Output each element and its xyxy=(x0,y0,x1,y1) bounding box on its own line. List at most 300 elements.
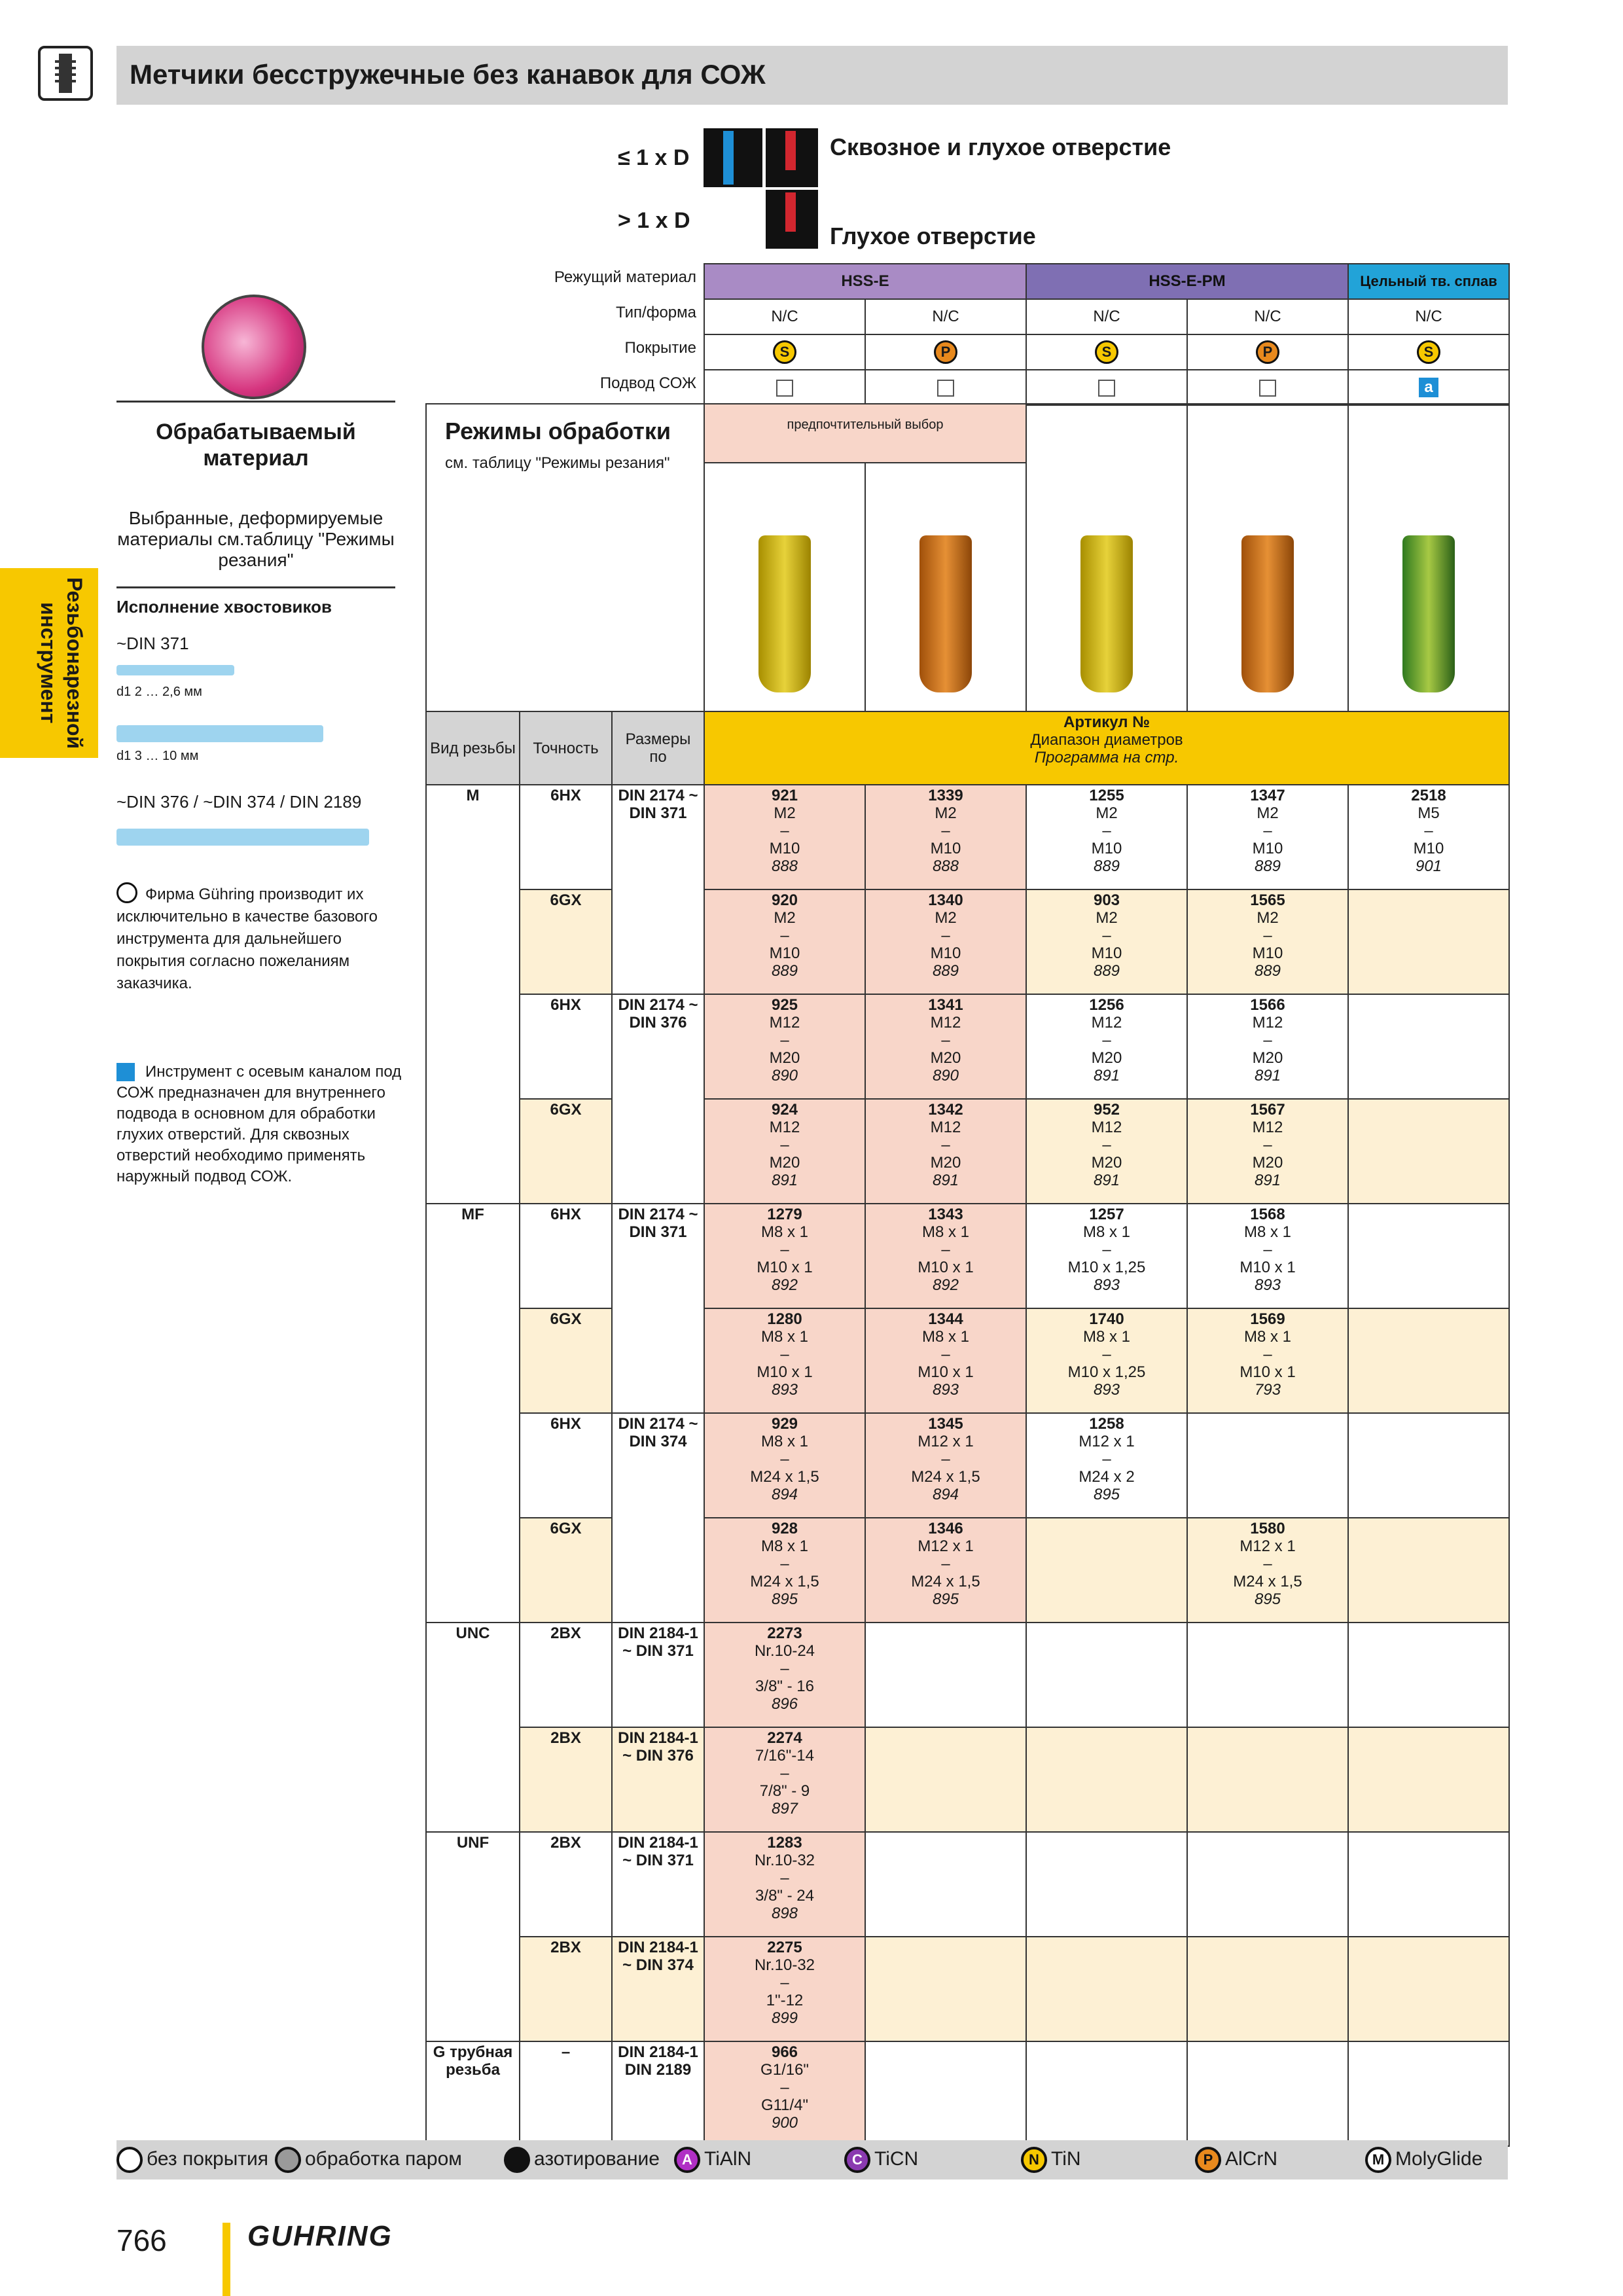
program-page: 890 xyxy=(932,1067,959,1085)
article-number: 1346 xyxy=(928,1520,963,1537)
range-dash: – xyxy=(1102,1450,1111,1468)
range-dash: – xyxy=(1263,1346,1272,1363)
article-cell xyxy=(704,1832,865,1937)
table-row xyxy=(426,1937,1509,2041)
range-max: M10 xyxy=(930,944,961,962)
article-cell xyxy=(1026,1727,1187,1832)
article-number: 1342 xyxy=(928,1101,963,1119)
range-min: M12 xyxy=(930,1119,961,1136)
program-page: 891 xyxy=(1254,1172,1281,1189)
standard-cell: DIN 2174 ~ DIN 376 xyxy=(612,994,704,1204)
program-page: 893 xyxy=(932,1381,959,1399)
coating-label: без покрытия xyxy=(147,2147,269,2170)
article-cell xyxy=(1026,785,1187,889)
article-number: 2275 xyxy=(767,1939,802,1956)
article-cell xyxy=(865,1413,1026,1518)
tap-image-tin xyxy=(1080,535,1133,692)
thread-type-cell: M xyxy=(426,785,520,1204)
standard-cell: DIN 2184-1 ~ DIN 371 xyxy=(612,1623,704,1727)
article-number: 920 xyxy=(771,891,798,909)
range-min: M8 x 1 xyxy=(1082,1328,1131,1346)
alcrn-coating-icon: P xyxy=(934,340,957,364)
range-max: M10 xyxy=(769,944,800,962)
article-cell xyxy=(865,1623,1026,1727)
range-min: M8 x 1 xyxy=(760,1223,809,1241)
range-max: M20 xyxy=(1252,1154,1283,1172)
article-cell xyxy=(1026,1308,1187,1413)
article-cell xyxy=(1026,889,1187,994)
table-row xyxy=(426,1099,1509,1204)
coating-label: TiN xyxy=(1051,2147,1081,2170)
article-number: 1255 xyxy=(1089,787,1124,804)
program-page: 897 xyxy=(771,1800,798,1818)
accuracy-cell: 2BX xyxy=(520,1727,612,1832)
program-page: 888 xyxy=(771,857,798,875)
range-max: 3/8" - 16 xyxy=(755,1677,814,1695)
article-cell xyxy=(865,1204,1026,1308)
accuracy-col-header: Точность xyxy=(520,711,612,785)
accuracy-cell: 6GX xyxy=(520,1518,612,1623)
article-cell xyxy=(1187,1413,1348,1518)
article-number: 2518 xyxy=(1411,787,1446,804)
shank1-diameter: d1 2 … 2,6 мм xyxy=(116,685,202,699)
accuracy-cell: 2BX xyxy=(520,1832,612,1937)
article-cell xyxy=(865,1832,1026,1937)
article-cell xyxy=(1187,1727,1348,1832)
coating-icon: A xyxy=(674,2147,700,2173)
range-min: 7/16"-14 xyxy=(755,1747,814,1765)
program-page: 892 xyxy=(771,1276,798,1294)
range-dash: – xyxy=(941,927,950,944)
article-cell xyxy=(1187,785,1348,889)
program-page: 891 xyxy=(1093,1172,1120,1189)
article-cell xyxy=(1187,1308,1348,1413)
range-dash: – xyxy=(780,1450,789,1468)
steam-coating-icon: S xyxy=(773,340,796,364)
standard-cell: DIN 2174 ~ DIN 371 xyxy=(612,785,704,994)
program-page: 889 xyxy=(1254,962,1281,980)
side-tab-label: Резьбонарезной инструмент xyxy=(37,577,86,749)
range-dash: – xyxy=(941,1346,950,1363)
article-cell xyxy=(704,1204,865,1308)
article-cell xyxy=(865,1727,1026,1832)
page-number: 766 xyxy=(116,2223,167,2257)
range-dash: – xyxy=(1102,1031,1111,1049)
article-number: 1567 xyxy=(1250,1101,1285,1119)
range-min: M12 x 1 xyxy=(1079,1433,1135,1450)
tap-image-carbide xyxy=(1402,535,1455,692)
program-page: 895 xyxy=(771,1590,798,1608)
program-page: 898 xyxy=(771,1905,798,1922)
program-page: 891 xyxy=(1093,1067,1120,1085)
thread-type-cell: UNC xyxy=(426,1623,520,1832)
program-page: 894 xyxy=(932,1486,959,1503)
page-title: Метчики бесстружечные без канавок для СОЖ xyxy=(130,59,766,90)
article-number: 929 xyxy=(771,1415,798,1433)
article-number: 2274 xyxy=(767,1729,802,1747)
program-page: 889 xyxy=(1093,857,1120,875)
range-dash: – xyxy=(1102,1241,1111,1259)
preferred-choice: предпочтительный выбор xyxy=(704,404,1026,463)
shank3-drawing xyxy=(116,829,369,846)
article-cell xyxy=(1348,1413,1509,1518)
accuracy-cell: 6GX xyxy=(520,1308,612,1413)
article-cell xyxy=(1348,785,1509,889)
article-cell xyxy=(1026,1413,1187,1518)
article-label: Артикул № xyxy=(1063,713,1150,731)
range-max: M10 x 1 xyxy=(918,1363,974,1381)
range-max: M10 xyxy=(1091,840,1122,857)
program-page: 891 xyxy=(932,1172,959,1189)
accuracy-cell: 6HX xyxy=(520,1204,612,1308)
through-blind-label: Сквозное и глухое отверстие xyxy=(830,134,1171,160)
range-min: Nr.10-32 xyxy=(754,1956,815,1974)
workpiece-desc: Выбранные, деформируемые материалы см.таблицу "Режимы резания" xyxy=(117,508,395,570)
article-cell xyxy=(865,1308,1026,1413)
article-cell xyxy=(1348,1623,1509,1727)
accuracy-cell: 6HX xyxy=(520,994,612,1099)
range-min: M2 xyxy=(1257,804,1279,822)
article-number: 1580 xyxy=(1250,1520,1285,1537)
table-row xyxy=(426,1727,1509,1832)
ratio-le-1xd: ≤ 1 x D xyxy=(618,145,690,170)
coating-label: MolyGlide xyxy=(1395,2147,1483,2170)
range-max: M24 x 1,5 xyxy=(911,1468,980,1486)
article-cell xyxy=(704,1099,865,1204)
range-min: M12 xyxy=(1252,1014,1283,1031)
blind-hole-icon xyxy=(766,128,818,187)
range-max: M24 x 1,5 xyxy=(750,1573,819,1590)
range-min: M8 x 1 xyxy=(1082,1223,1131,1241)
shank1-drawing xyxy=(116,665,234,675)
range-min: M5 xyxy=(1418,804,1440,822)
material-hsse: HSS-E xyxy=(704,264,1026,299)
standard-cell: DIN 2184-1 DIN 2189 xyxy=(612,2041,704,2146)
range-min: M12 xyxy=(769,1014,800,1031)
article-cell xyxy=(1026,1099,1187,1204)
footer-accent xyxy=(223,2223,230,2296)
blind-hole-icon xyxy=(766,190,818,249)
shank-title: Исполнение хвостовиков xyxy=(116,597,332,617)
workpiece-material-icon xyxy=(202,295,306,399)
program-page: 889 xyxy=(932,962,959,980)
standard-cell: DIN 2184-1 ~ DIN 374 xyxy=(612,1937,704,2041)
range-dash: – xyxy=(1263,1136,1272,1154)
article-cell xyxy=(1187,1099,1348,1204)
range-dash: – xyxy=(1102,1136,1111,1154)
article-cell xyxy=(1026,1204,1187,1308)
coating-icon xyxy=(504,2147,530,2173)
type-cell: N/C xyxy=(865,299,1026,334)
range-min: M12 x 1 xyxy=(918,1433,974,1450)
range-max: M24 x 1,5 xyxy=(750,1468,819,1486)
accuracy-cell: 6GX xyxy=(520,889,612,994)
program-page: 889 xyxy=(1254,857,1281,875)
range-max: M20 xyxy=(769,1154,800,1172)
table-row xyxy=(426,785,1509,889)
article-cell xyxy=(704,1308,865,1413)
external-coolant-icon xyxy=(1259,380,1276,397)
article-number: 1340 xyxy=(928,891,963,909)
range-min: M12 xyxy=(769,1119,800,1136)
article-number: 1565 xyxy=(1250,891,1285,909)
article-cell xyxy=(1187,1832,1348,1937)
thread-type-cell: UNF xyxy=(426,1832,520,2041)
range-max: M10 xyxy=(1091,944,1122,962)
table-row xyxy=(426,889,1509,994)
range-max: 7/8" - 9 xyxy=(759,1782,810,1800)
coating-icon: P xyxy=(1195,2147,1221,2173)
article-cell xyxy=(1026,1518,1187,1623)
article-cell xyxy=(1348,889,1509,994)
table-row xyxy=(426,1832,1509,1937)
article-number: 1566 xyxy=(1250,996,1285,1014)
range-max: M10 xyxy=(769,840,800,857)
range-dash: – xyxy=(941,1136,950,1154)
range-dash: – xyxy=(1263,927,1272,944)
accuracy-cell: 2BX xyxy=(520,1937,612,2041)
range-dash: – xyxy=(1424,822,1433,840)
range-max: M10 xyxy=(1252,944,1283,962)
legend-item xyxy=(674,2147,751,2173)
article-number: 1347 xyxy=(1250,787,1285,804)
program-page: 900 xyxy=(771,2114,798,2132)
range-max: G11/4" xyxy=(760,2096,809,2114)
article-cell xyxy=(1187,1518,1348,1623)
standard-cell: DIN 2184-1 ~ DIN 376 xyxy=(612,1727,704,1832)
range-dash: – xyxy=(1263,1241,1272,1259)
article-number: 903 xyxy=(1093,891,1120,909)
article-cell xyxy=(704,994,865,1099)
article-number: 1569 xyxy=(1250,1310,1285,1328)
accuracy-cell: 6GX xyxy=(520,1099,612,1204)
range-min: M12 xyxy=(1091,1014,1122,1031)
article-number: 928 xyxy=(771,1520,798,1537)
range-max: 3/8" - 24 xyxy=(755,1887,814,1905)
shank2-diameter: d1 3 … 10 мм xyxy=(116,749,199,763)
internal-coolant-icon: a xyxy=(1419,378,1438,397)
external-coolant-icon xyxy=(1098,380,1115,397)
range-min: M8 x 1 xyxy=(921,1223,970,1241)
article-cell xyxy=(704,1727,865,1832)
standard-cell: DIN 2174 ~ DIN 374 xyxy=(612,1413,704,1623)
range-min: M2 xyxy=(935,804,957,822)
type-cell: N/C xyxy=(1187,299,1348,334)
modes-subtitle: см. таблицу "Режимы резания" xyxy=(445,454,670,472)
article-cell xyxy=(1026,994,1187,1099)
range-max: M24 x 1,5 xyxy=(1233,1573,1302,1590)
article-cell xyxy=(1348,1204,1509,1308)
program-page: 891 xyxy=(771,1172,798,1189)
legend-item xyxy=(504,2147,660,2173)
program-page: 895 xyxy=(1093,1486,1120,1503)
article-number: 1256 xyxy=(1089,996,1124,1014)
shank2-drawing xyxy=(116,725,323,742)
program-page: 896 xyxy=(771,1695,798,1713)
range-dash: – xyxy=(780,1974,789,1992)
range-dash: – xyxy=(780,1346,789,1363)
table-row xyxy=(426,1518,1509,1623)
range-dash: – xyxy=(941,1241,950,1259)
coating-label: TiAlN xyxy=(704,2147,752,2170)
coating-icon: M xyxy=(1365,2147,1391,2173)
range-dash: – xyxy=(780,2079,789,2096)
accuracy-cell: 2BX xyxy=(520,1623,612,1727)
coating-row-label: Покрытие xyxy=(624,339,696,357)
program-page: 889 xyxy=(1093,962,1120,980)
article-number: 1740 xyxy=(1089,1310,1124,1328)
range-max: M24 x 2 xyxy=(1079,1468,1135,1486)
program-page: 893 xyxy=(1093,1381,1120,1399)
article-cell xyxy=(865,785,1026,889)
type-cell: N/C xyxy=(1026,299,1187,334)
program-page: 891 xyxy=(1254,1067,1281,1085)
article-cell xyxy=(1348,994,1509,1099)
article-header xyxy=(704,711,1509,785)
range-max: M10 x 1,25 xyxy=(1067,1363,1146,1381)
article-number: 921 xyxy=(771,787,798,804)
range-dash: – xyxy=(1263,1555,1272,1573)
range-min: M2 xyxy=(774,909,796,927)
thread-type-cell: G трубная резьба xyxy=(426,2041,520,2146)
article-number: 1341 xyxy=(928,996,963,1014)
range-min: M2 xyxy=(1096,909,1118,927)
brand-logo: GUHRING xyxy=(247,2220,393,2252)
article-cell xyxy=(865,1099,1026,1204)
range-dash: – xyxy=(941,1555,950,1573)
external-coolant-icon xyxy=(937,380,954,397)
article-number: 1258 xyxy=(1089,1415,1124,1433)
modes-title: Режимы обработки xyxy=(445,418,671,444)
type-cell: N/C xyxy=(1348,299,1509,334)
article-cell xyxy=(1026,1623,1187,1727)
range-max: M10 x 1 xyxy=(1240,1363,1296,1381)
article-cell xyxy=(704,1623,865,1727)
range-dash: – xyxy=(941,1031,950,1049)
article-number: 1257 xyxy=(1089,1206,1124,1223)
program-page: 901 xyxy=(1415,857,1442,875)
article-cell xyxy=(704,2041,865,2146)
accuracy-cell: 6HX xyxy=(520,1413,612,1518)
article-number: 1344 xyxy=(928,1310,963,1328)
range-min: M8 x 1 xyxy=(760,1433,809,1450)
range-min: M2 xyxy=(1096,804,1118,822)
range-dash: – xyxy=(780,1031,789,1049)
spec-header-table xyxy=(704,263,1510,406)
article-cell xyxy=(1348,1832,1509,1937)
program-page: 889 xyxy=(771,962,798,980)
table-row xyxy=(426,1204,1509,1308)
workpiece-title: Обрабатываемый материал xyxy=(156,420,356,471)
article-cell xyxy=(1026,1832,1187,1937)
range-dash: – xyxy=(780,1869,789,1887)
tap-image-alcrn xyxy=(1241,535,1294,692)
program-page: 888 xyxy=(932,857,959,875)
article-number: 925 xyxy=(771,996,798,1014)
program-page: 895 xyxy=(1254,1590,1281,1608)
program-page: 890 xyxy=(771,1067,798,1085)
article-cell xyxy=(1187,1937,1348,2041)
article-number: 1568 xyxy=(1250,1206,1285,1223)
range-max: M10 xyxy=(1413,840,1444,857)
range-dash: – xyxy=(780,1555,789,1573)
range-dash: – xyxy=(941,822,950,840)
article-number: 924 xyxy=(771,1101,798,1119)
tap-image-alcrn xyxy=(919,535,972,692)
coating-label: TiCN xyxy=(874,2147,919,2170)
alcrn-coating-icon: P xyxy=(1256,340,1279,364)
coolant-note: Инструмент с осевым каналом под СОЖ предназначен для внутреннего подвода в основном для обработки глухих отверстий. Для сквозных отверстий необходимо применять наружный подвод СОЖ. xyxy=(116,1063,402,1185)
article-cell xyxy=(704,1518,865,1623)
blind-label: Глухое отверстие xyxy=(830,223,1036,249)
range-max: M20 xyxy=(930,1049,961,1067)
range-max: M20 xyxy=(1252,1049,1283,1067)
range-max: M10 xyxy=(930,840,961,857)
table-row xyxy=(426,2041,1509,2146)
program-page: 895 xyxy=(932,1590,959,1608)
article-cell xyxy=(1187,889,1348,994)
range-min: M8 x 1 xyxy=(1243,1328,1292,1346)
material-row-label: Режущий материал xyxy=(554,268,696,286)
program-page: 899 xyxy=(771,2009,798,2027)
range-max: M10 x 1 xyxy=(918,1259,974,1276)
standard-cell: DIN 2184-1 ~ DIN 371 xyxy=(612,1832,704,1937)
article-cell xyxy=(865,1937,1026,2041)
thread-col-header: Вид резьбы xyxy=(426,711,520,785)
range-dash: – xyxy=(780,822,789,840)
range-dash: – xyxy=(1263,1031,1272,1049)
legend-item xyxy=(116,2147,268,2173)
legend-item xyxy=(844,2147,918,2173)
range-label: Диапазон диаметров xyxy=(1030,731,1183,749)
range-min: M12 x 1 xyxy=(1240,1537,1296,1555)
range-min: M12 xyxy=(1252,1119,1283,1136)
article-cell xyxy=(704,1413,865,1518)
article-cell xyxy=(704,889,865,994)
program-page: 893 xyxy=(771,1381,798,1399)
program-page: 894 xyxy=(771,1486,798,1503)
range-max: M20 xyxy=(1091,1049,1122,1067)
type-cell: N/C xyxy=(704,299,865,334)
range-min: M2 xyxy=(1257,909,1279,927)
coating-icon: N xyxy=(1021,2147,1047,2173)
coating-icon xyxy=(116,2147,143,2173)
range-min: M8 x 1 xyxy=(921,1328,970,1346)
table-row xyxy=(426,1623,1509,1727)
range-dash: – xyxy=(780,1136,789,1154)
legend-item xyxy=(275,2147,462,2173)
article-table xyxy=(425,711,1510,2147)
program-page: 793 xyxy=(1254,1381,1281,1399)
material-carbide: Цельный тв. сплав xyxy=(1348,264,1509,299)
range-max: M20 xyxy=(769,1049,800,1067)
range-dash: – xyxy=(1102,822,1111,840)
article-cell xyxy=(1187,2041,1348,2146)
range-max: M20 xyxy=(930,1154,961,1172)
article-cell xyxy=(1348,2041,1509,2146)
article-cell xyxy=(865,1518,1026,1623)
legend-item xyxy=(1195,2147,1277,2173)
steam-coating-icon: S xyxy=(1417,340,1440,364)
article-number: 1283 xyxy=(767,1834,802,1852)
range-max: M10 xyxy=(1252,840,1283,857)
range-min: M2 xyxy=(774,804,796,822)
article-number: 1345 xyxy=(928,1415,963,1433)
article-cell xyxy=(704,785,865,889)
range-max: M20 xyxy=(1091,1154,1122,1172)
base-tool-note: Фирма Gühring производит их исключительно в качестве базового инструмента для дальнейшего покрытия согласно пожеланиям заказчика. xyxy=(116,886,378,992)
range-max: M24 x 1,5 xyxy=(911,1573,980,1590)
